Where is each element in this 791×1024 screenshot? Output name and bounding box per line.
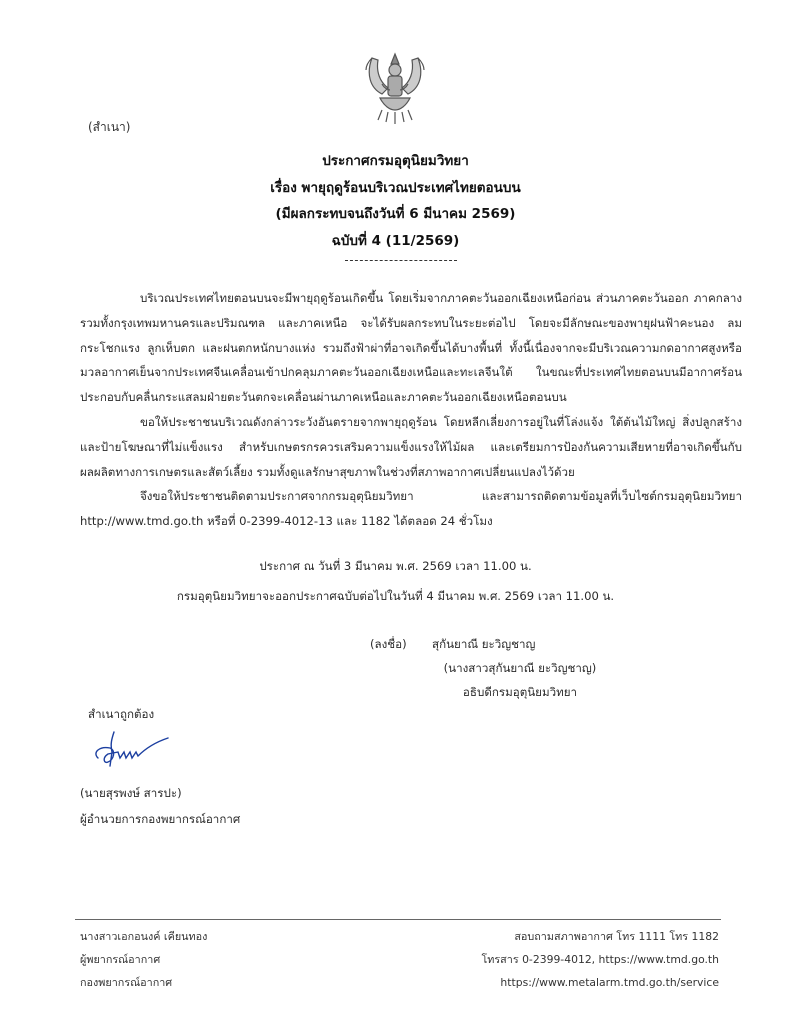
announcement-title-block xyxy=(0,148,791,254)
body-paragraph-1: บริเวณประเทศไทยตอนบนจะมีพายุฤดูร้อนเกิดขึ้น โดยเริ่มจากภาคตะวันออกเฉียงเหนือก่อน ส่วนภาคตะวันออก ภาคกลาง รวมทั้งกรุงเทพมหานครและปริมณฑล และภาคเหนือ จะได้รับผลกระทบในระยะต่อไป โดยจะมีลักษณะของพายุฝนฟ้าคะนอง ลมกระโชกแรง ลูกเห็บตก และฝนตกหนักบางแห่ง รวมถึงฟ้าผ่าที่อาจเกิดขึ้นได้บางพื้นที่ ทั้งนี้เนื่องจากจะมีบริเวณความกดอากาศสูงหรือมวลอากาศเย็นจากประเทศจีนเคลื่อนเข้าปกคลุมภาคตะวันออกเฉียงเหนือและทะเลจีนใต้ ในขณะที่ประเทศไทยตอนบนมีอากาศร้อน ประกอบกับคลื่นกระแสลมฝ่ายตะวันตกจะเคลื่อนผ่านภาคเหนือและภาคตะวันออกเฉียงเหนือตอนบน xyxy=(80,291,742,405)
signatory-full-name: (นางสาวสุกันยาณี ยะวิญชาญ) xyxy=(443,661,597,675)
announcement-issuer: ประกาศกรมอุตุนิยมวิทยา xyxy=(322,153,469,169)
forecaster-division: กองพยากรณ์อากาศ xyxy=(80,976,173,989)
body-paragraph-3: จึงขอให้ประชาชนติดตามประกาศจากกรมอุตุนิยมวิทยา และสามารถติดตามข้อมูลที่เว็บไซต์กรมอุตุนิยมวิทยา http://www.tmd.go.th หรือที่ 0-2399-4012-13 และ 1182 ได้ตลอด 24 ชั่วโมง xyxy=(80,489,742,529)
contact-phone: สอบถามสภาพอากาศ โทร 1111 โทร 1182 xyxy=(514,930,719,943)
body-paragraph-2: ขอให้ประชาชนบริเวณดังกล่าวระวังอันตรายจากพายุฤดูร้อน โดยหลีกเลี่ยงการอยู่ในที่โล่งแจ้ง ใต้ต้นไม้ใหญ่ สิ่งปลูกสร้างและป้ายโฆษณาที่ไม่แข็งแรง สำหรับเกษตรกรควรเสริมความแข็งแรงให้ไม้ผล และเตรียมการป้องกันความเสียหายที่อาจเกิดขึ้นกับผลผลิตทางการเกษตรและสัตว์เลี้ยง รวมทั้งดูแลรักษาสุขภาพในช่วงที่สภาพอากาศเปลี่ยนแปลงไว้ด้วย xyxy=(80,414,742,479)
issue-number: ฉบับที่ 4 (11/2569) xyxy=(331,232,460,249)
next-issue-date: กรมอุตุนิยมวิทยาจะออกประกาศฉบับต่อไปในวันที่ 4 มีนาคม พ.ศ. 2569 เวลา 11.00 น. xyxy=(176,589,615,603)
title-divider xyxy=(345,260,457,261)
contact-fax-website: โทรสาร 0-2399-4012, https://www.tmd.go.th xyxy=(481,953,719,966)
garuda-emblem-icon xyxy=(352,44,438,130)
effective-period: (มีผลกระทบจนถึงวันที่ 6 มีนาคม 2569) xyxy=(275,206,516,222)
signed-label: (ลงชื่อ) xyxy=(370,637,407,651)
copy-label: (สำเนา) xyxy=(88,120,131,134)
announced-date: ประกาศ ณ วันที่ 3 มีนาคม พ.ศ. 2569 เวลา 11.00 น. xyxy=(259,559,532,573)
footer-forecaster xyxy=(80,925,207,994)
announcement-body xyxy=(80,286,742,534)
announcement-dates xyxy=(0,551,791,611)
certifying-officer-position: ผู้อำนวยการกองพยากรณ์อากาศ xyxy=(80,812,241,826)
forecaster-name: นางสาวเอกอนงค์ เคียนทอง xyxy=(80,930,208,943)
footer-divider xyxy=(75,919,721,920)
footer-contact xyxy=(440,925,719,994)
certified-copy-label: สำเนาถูกต้อง xyxy=(88,707,155,721)
forecaster-title: ผู้พยากรณ์อากาศ xyxy=(80,953,161,966)
certifying-officer xyxy=(80,780,240,832)
contact-service-link: https://www.metalarm.tmd.go.th/service xyxy=(500,976,719,989)
announcement-subject: เรื่อง พายุฤดูร้อนบริเวณประเทศไทยตอนบน xyxy=(270,179,521,196)
signed-name: สุกันยาณี ยะวิญชาญ xyxy=(432,637,536,651)
signatory-position: อธิบดีกรมอุตุนิยมวิทยา xyxy=(462,685,578,699)
handwritten-signature-icon xyxy=(90,728,180,770)
signatory-block xyxy=(370,632,670,704)
certifying-officer-name: (นายสุรพงษ์ สารปะ) xyxy=(80,786,182,800)
